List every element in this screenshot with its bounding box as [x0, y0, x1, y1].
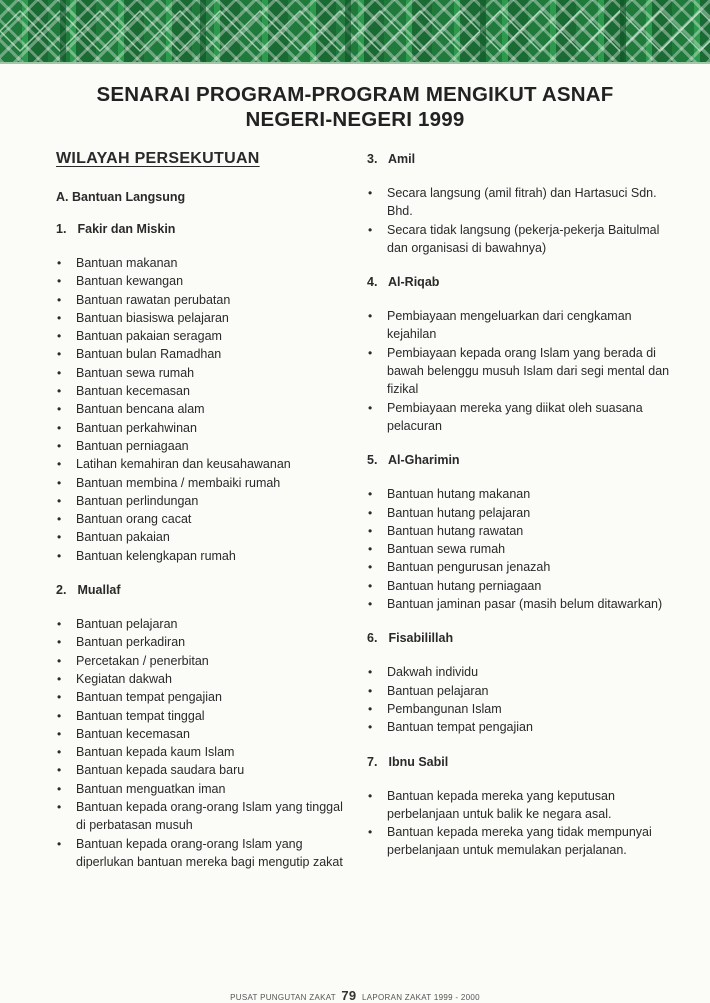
- footer-left: PUSAT PUNGUTAN ZAKAT: [230, 993, 336, 1002]
- list-item: [56, 688, 351, 706]
- list-item: [367, 221, 672, 258]
- page-number: 79: [341, 988, 357, 1003]
- list-item-text: Bantuan perlindungan: [76, 493, 199, 508]
- list-item-text: Kegiatan dakwah: [76, 671, 172, 686]
- bullet-icon: •: [57, 256, 62, 270]
- page-footer: [0, 988, 710, 1003]
- bullet-icon: •: [57, 781, 62, 796]
- bullet-icon: •: [57, 384, 62, 399]
- list-item: [56, 652, 351, 670]
- list-item-text: Dakwah individu: [387, 665, 479, 680]
- bullet-icon: •: [57, 690, 62, 705]
- list-item: [56, 327, 351, 345]
- list-item-text: Bantuan perkahwinan: [76, 420, 197, 435]
- list-item: [367, 504, 672, 522]
- list-item-text: Bantuan sewa rumah: [76, 365, 195, 380]
- list-item-text: Bantuan membina / membaiki rumah: [76, 475, 281, 490]
- list-item-text: Bantuan kepada saudara baru: [76, 763, 245, 778]
- section-number: 6.: [367, 631, 378, 646]
- title-line-2: NEGERI-NEGERI 1999: [245, 108, 465, 131]
- list-item: [56, 707, 351, 725]
- list-item: [367, 485, 672, 503]
- bullet-icon: •: [368, 825, 373, 840]
- list-item-text: Bantuan kepada mereka yang keputusan perbelanjaan untuk balik ke negara asal.: [387, 788, 615, 821]
- bullet-icon: •: [368, 309, 373, 324]
- list-item-text: Bantuan kecemasan: [76, 384, 190, 399]
- bullet-icon: •: [368, 505, 373, 520]
- section-heading: [56, 583, 351, 597]
- section-number: 3.: [367, 152, 378, 166]
- bullet-icon: •: [368, 222, 373, 237]
- bullet-icon: •: [57, 438, 62, 453]
- region-title: WILAYAH PERSEKUTUAN: [56, 150, 260, 167]
- bullet-icon: •: [57, 512, 62, 527]
- list-item: [56, 254, 351, 272]
- list-item: [367, 700, 672, 718]
- list-item-text: Secara langsung (amil fitrah) dan Hartasuci Sdn. Bhd.: [387, 186, 657, 219]
- section-title: Fisabilillah: [388, 631, 454, 646]
- list-item: [56, 345, 351, 363]
- right-column: [367, 152, 672, 878]
- section-heading: [367, 755, 672, 769]
- bullet-icon: •: [368, 578, 373, 593]
- list-item: [56, 364, 351, 382]
- list-item: [56, 510, 351, 528]
- list-item: [56, 474, 351, 492]
- footer-right: LAPORAN ZAKAT 1999 - 2000: [361, 993, 480, 1002]
- bullet-icon: •: [57, 763, 62, 778]
- list-item-text: Bantuan makanan: [76, 256, 178, 270]
- list-item: [56, 455, 351, 473]
- bullet-icon: •: [57, 493, 62, 508]
- list-item-text: Pembiayaan kepada orang Islam yang berada di bawah belenggu musuh Islam dari segi mental dan fizikal: [387, 345, 670, 397]
- list-item: [367, 307, 672, 344]
- section-title: Al-Gharimin: [388, 453, 460, 468]
- list-item: [367, 682, 672, 700]
- section-number: 2.: [56, 583, 67, 598]
- bullet-icon: •: [368, 400, 373, 415]
- list-item: [56, 798, 351, 835]
- section-number: 7.: [367, 754, 378, 769]
- list-item-text: Bantuan perkadiran: [76, 635, 186, 650]
- bullet-icon: •: [57, 548, 62, 563]
- list-item-text: Bantuan biasiswa pelajaran: [76, 310, 229, 325]
- list-item: [56, 382, 351, 400]
- list-item-text: Bantuan sewa rumah: [387, 542, 506, 557]
- right-sections: [367, 152, 672, 860]
- bullet-icon: •: [57, 635, 62, 650]
- list-item: [56, 835, 351, 872]
- bullet-icon: •: [57, 836, 62, 851]
- section-title: Fakir dan Miskin: [77, 222, 176, 236]
- bullet-icon: •: [368, 186, 373, 200]
- section-heading: [367, 152, 672, 166]
- bullet-icon: •: [368, 542, 373, 557]
- list-item-text: Bantuan bencana alam: [76, 402, 205, 417]
- list-item-text: Bantuan tempat pengajian: [387, 720, 533, 735]
- list-item-text: Bantuan kepada mereka yang tidak mempunyai perbelanjaan untuk memulakan perjalanan.: [387, 825, 652, 858]
- section-heading: [367, 631, 672, 645]
- bullet-icon: •: [57, 475, 62, 490]
- list-item: [56, 633, 351, 651]
- bullet-icon: •: [368, 683, 373, 698]
- section-title: Al-Riqab: [388, 275, 440, 290]
- bullet-icon: •: [57, 800, 62, 815]
- list-item: [56, 309, 351, 327]
- list-item: [56, 492, 351, 510]
- list-item-text: Bantuan kepada orang-orang Islam yang tinggal di perbatasan musuh: [76, 800, 343, 833]
- bullet-icon: •: [57, 365, 62, 380]
- bullet-icon: •: [57, 329, 62, 344]
- bullet-list: [367, 485, 672, 613]
- list-item-text: Bantuan kewangan: [76, 274, 184, 289]
- bullet-list: [56, 254, 351, 565]
- bullet-icon: •: [57, 274, 62, 289]
- left-sections: [56, 222, 351, 871]
- bullet-icon: •: [57, 402, 62, 417]
- list-item-text: Bantuan orang cacat: [76, 512, 192, 527]
- list-item: [367, 540, 672, 558]
- list-item: [367, 787, 672, 824]
- list-item-text: Bantuan tempat tinggal: [76, 708, 205, 723]
- bullet-icon: •: [368, 597, 373, 612]
- bullet-icon: •: [368, 720, 373, 735]
- left-column: [56, 150, 351, 889]
- section-title: Ibnu Sabil: [388, 754, 449, 769]
- list-item: [56, 743, 351, 761]
- list-item: [56, 291, 351, 309]
- bullet-icon: •: [57, 347, 62, 362]
- list-item: [367, 823, 672, 860]
- list-item-text: Latihan kemahiran dan keusahawanan: [76, 457, 291, 472]
- bullet-icon: •: [368, 523, 373, 538]
- list-item: [56, 761, 351, 779]
- list-item-text: Bantuan perniagaan: [76, 438, 189, 453]
- list-item: [367, 522, 672, 540]
- decorative-banner: [0, 0, 710, 64]
- bullet-icon: •: [57, 420, 62, 435]
- section-number: 4.: [367, 275, 378, 290]
- bullet-icon: •: [368, 560, 373, 575]
- list-item: [56, 437, 351, 455]
- list-item-text: Pembangunan Islam: [387, 701, 502, 716]
- list-item-text: Pembiayaan mengeluarkan dari cengkaman kejahilan: [387, 309, 632, 342]
- list-item-text: Bantuan hutang perniagaan: [387, 578, 542, 593]
- bullet-icon: •: [368, 487, 373, 502]
- list-item-text: Bantuan pakaian: [76, 530, 170, 545]
- bullet-icon: •: [368, 788, 373, 803]
- list-item: [367, 577, 672, 595]
- bullet-icon: •: [57, 745, 62, 760]
- list-item-text: Bantuan hutang makanan: [387, 487, 531, 502]
- list-item-text: Bantuan rawatan perubatan: [76, 292, 231, 307]
- subheading: A. Bantuan Langsung: [56, 190, 186, 204]
- list-item-text: Bantuan kecemasan: [76, 726, 190, 741]
- bullet-list: [367, 787, 672, 860]
- bullet-icon: •: [368, 701, 373, 716]
- section-heading: [367, 275, 672, 289]
- bullet-list: [367, 663, 672, 736]
- bullet-icon: •: [57, 530, 62, 545]
- list-item-text: Bantuan pengurusan jenazah: [387, 560, 551, 575]
- list-item-text: Bantuan kelengkapan rumah: [76, 548, 236, 563]
- section-number: 1.: [56, 222, 67, 236]
- list-item: [56, 780, 351, 798]
- list-item: [367, 663, 672, 681]
- list-item-text: Bantuan pakaian seragam: [76, 329, 222, 344]
- bullet-list: [367, 184, 672, 257]
- title-line-1: SENARAI PROGRAM-PROGRAM MENGIKUT ASNAF: [96, 83, 614, 106]
- list-item-text: Bantuan jaminan pasar (masih belum ditawarkan): [387, 597, 663, 612]
- list-item: [367, 344, 672, 399]
- list-item-text: Pembiayaan mereka yang diikat oleh suasana pelacuran: [387, 400, 643, 433]
- bullet-icon: •: [368, 665, 373, 680]
- list-item: [367, 399, 672, 436]
- section-heading: [367, 453, 672, 467]
- list-item-text: Bantuan pelajaran: [76, 617, 178, 632]
- page-title: [40, 82, 670, 132]
- section-title: Amil: [388, 152, 416, 166]
- list-item: [367, 558, 672, 576]
- bullet-list: [56, 615, 351, 871]
- list-item: [56, 670, 351, 688]
- list-item-text: Bantuan hutang rawatan: [387, 523, 524, 538]
- list-item: [56, 615, 351, 633]
- banner-pattern-icon: [0, 0, 710, 62]
- list-item-text: Bantuan tempat pengajian: [76, 690, 222, 705]
- list-item-text: Bantuan hutang pelajaran: [387, 505, 531, 520]
- list-item-text: Bantuan kepada kaum Islam: [76, 745, 235, 760]
- list-item: [367, 718, 672, 736]
- list-item: [367, 184, 672, 221]
- list-item-text: Bantuan bulan Ramadhan: [76, 347, 222, 362]
- bullet-list: [367, 307, 672, 435]
- list-item: [56, 725, 351, 743]
- bullet-icon: •: [57, 310, 62, 325]
- section-number: 5.: [367, 453, 378, 468]
- list-item-text: Percetakan / penerbitan: [76, 653, 209, 668]
- bullet-icon: •: [57, 617, 62, 632]
- bullet-icon: •: [57, 292, 62, 307]
- bullet-icon: •: [57, 726, 62, 741]
- list-item: [56, 272, 351, 290]
- list-item: [56, 547, 351, 565]
- bullet-icon: •: [57, 653, 62, 668]
- list-item-text: Secara tidak langsung (pekerja-pekerja Baitulmal dan organisasi di bawahnya): [387, 222, 660, 255]
- bullet-icon: •: [57, 671, 62, 686]
- list-item: [56, 400, 351, 418]
- list-item: [56, 528, 351, 546]
- list-item-text: Bantuan kepada orang-orang Islam yang diperlukan bantuan mereka bagi mengutip zakat: [76, 836, 343, 869]
- bullet-icon: •: [57, 708, 62, 723]
- bullet-icon: •: [57, 457, 62, 472]
- section-heading: [56, 222, 351, 236]
- list-item-text: Bantuan menguatkan iman: [76, 781, 226, 796]
- list-item: [56, 419, 351, 437]
- section-title: Muallaf: [77, 583, 121, 598]
- list-item-text: Bantuan pelajaran: [387, 683, 489, 698]
- bullet-icon: •: [368, 345, 373, 360]
- list-item: [367, 595, 672, 613]
